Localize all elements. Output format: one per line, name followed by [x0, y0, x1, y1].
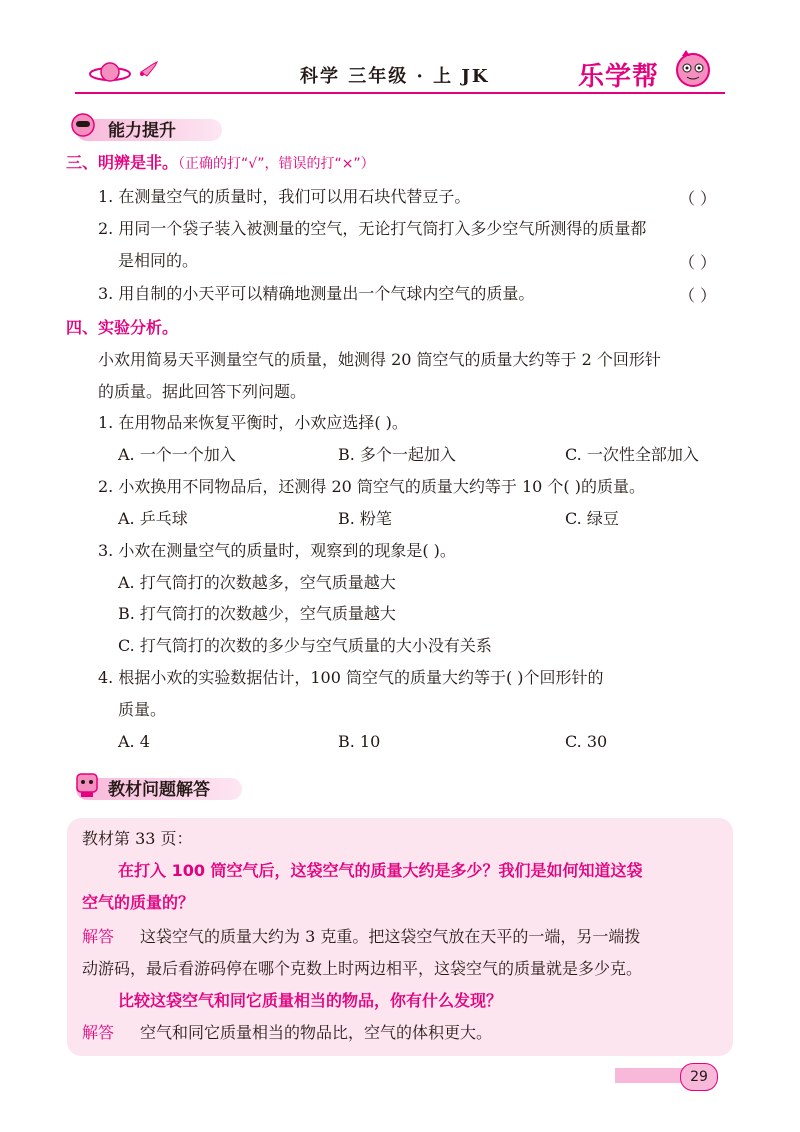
- part3-note: （正确的打“√”，错误的打“×”）: [178, 156, 375, 172]
- part3-title: [66, 152, 375, 175]
- banner-label: 能力提升: [108, 121, 176, 141]
- question-2-stem: 2. 小欢换用不同物品后，还测得 20 筒空气的质量大约等于 10 个( )的质量。: [98, 477, 645, 496]
- part3-item-2: 2. 用同一个袋子装入被测量的空气，无论打气筒打入多少空气所测得的质量都: [98, 219, 647, 238]
- question-1-line-2: 空气的质量的？: [82, 893, 195, 912]
- planet-icon: [88, 58, 132, 88]
- answer-label: 解答: [82, 1023, 115, 1042]
- option-c[interactable]: C. 30: [565, 732, 608, 751]
- answer-blank[interactable]: （ ）: [679, 286, 717, 305]
- answer-blank[interactable]: （ ）: [679, 253, 717, 272]
- part3-item-1: 1. 在测量空气的质量时，我们可以用石块代替豆子。: [98, 187, 471, 206]
- option-b[interactable]: B. 粉笔: [338, 509, 392, 528]
- option-a[interactable]: A. 打气筒打的次数越多，空气质量越大: [118, 573, 396, 592]
- option-a[interactable]: A. 4: [118, 732, 150, 751]
- option-c[interactable]: C. 一次性全部加入: [565, 445, 699, 464]
- part3-item-3: 3. 用自制的小天平可以精确地测量出一个气球内空气的质量。: [98, 284, 535, 303]
- banner-label: 教材问题解答: [108, 780, 210, 800]
- part4-title: 四、实验分析。: [66, 318, 179, 337]
- option-b[interactable]: B. 打气筒打的次数越少，空气质量越大: [118, 604, 396, 623]
- section-banner-ability: [66, 113, 226, 141]
- question-2: 比较这袋空气和同它质量相当的物品，你有什么发现？: [118, 991, 503, 1010]
- header-title: 科学 三年级 · 上 JK: [300, 66, 490, 87]
- robot-icon: [68, 111, 98, 141]
- header-rule: [75, 92, 725, 94]
- option-b[interactable]: B. 多个一起加入: [338, 445, 456, 464]
- section-banner-textbook: [66, 772, 246, 800]
- answer-label: 解答: [82, 927, 115, 946]
- page-bar: [615, 1068, 690, 1083]
- option-c[interactable]: C. 打气筒打的次数的多少与空气质量的大小没有关系: [118, 636, 492, 655]
- answer-2: 空气和同它质量相当的物品比，空气的体积更大。: [140, 1023, 493, 1042]
- option-a[interactable]: A. 一个一个加入: [118, 445, 236, 464]
- question-1-stem: 1. 在用物品来恢复平衡时，小欢应选择( )。: [98, 413, 408, 432]
- answer-blank[interactable]: （ ）: [679, 189, 717, 208]
- part3-item-2-cont: 是相同的。: [118, 251, 199, 270]
- part4-intro-2: 的质量。据此回答下列问题。: [98, 382, 307, 401]
- option-b[interactable]: B. 10: [338, 732, 381, 751]
- part4-intro-1: 小欢用简易天平测量空气的质量，她测得 20 筒空气的质量大约等于 2 个回形针: [98, 350, 661, 369]
- part3-title-text: 三、明辨是非。: [66, 153, 179, 172]
- answer-1-line-1: 这袋空气的质量大约为 3 克重。把这袋空气放在天平的一端，另一端拨: [140, 927, 641, 946]
- rocket-icon: [137, 58, 161, 78]
- question-4-stem: 4. 根据小欢的实验数据估计，100 筒空气的质量大约等于( )个回形针的: [98, 668, 604, 687]
- question-3-stem: 3. 小欢在测量空气的质量时，观察到的现象是( )。: [98, 541, 456, 560]
- option-a[interactable]: A. 乒乓球: [118, 509, 188, 528]
- brand-logo: 乐学帮: [578, 62, 660, 92]
- question-4-stem-cont: 质量。: [118, 700, 167, 719]
- robot-icon: [72, 768, 102, 800]
- option-c[interactable]: C. 绿豆: [565, 509, 619, 528]
- answer-1-line-2: 动游码，最后看游码停在哪个克数上时两边相平，这袋空气的质量就是多少克。: [82, 959, 643, 978]
- question-1-line-1: 在打入 100 筒空气后，这袋空气的质量大约是多少？我们是如何知道这袋: [118, 861, 643, 880]
- page-number: 29: [680, 1063, 718, 1091]
- page-reference: 教材第 33 页：: [82, 829, 193, 848]
- mascot-icon: [668, 48, 718, 90]
